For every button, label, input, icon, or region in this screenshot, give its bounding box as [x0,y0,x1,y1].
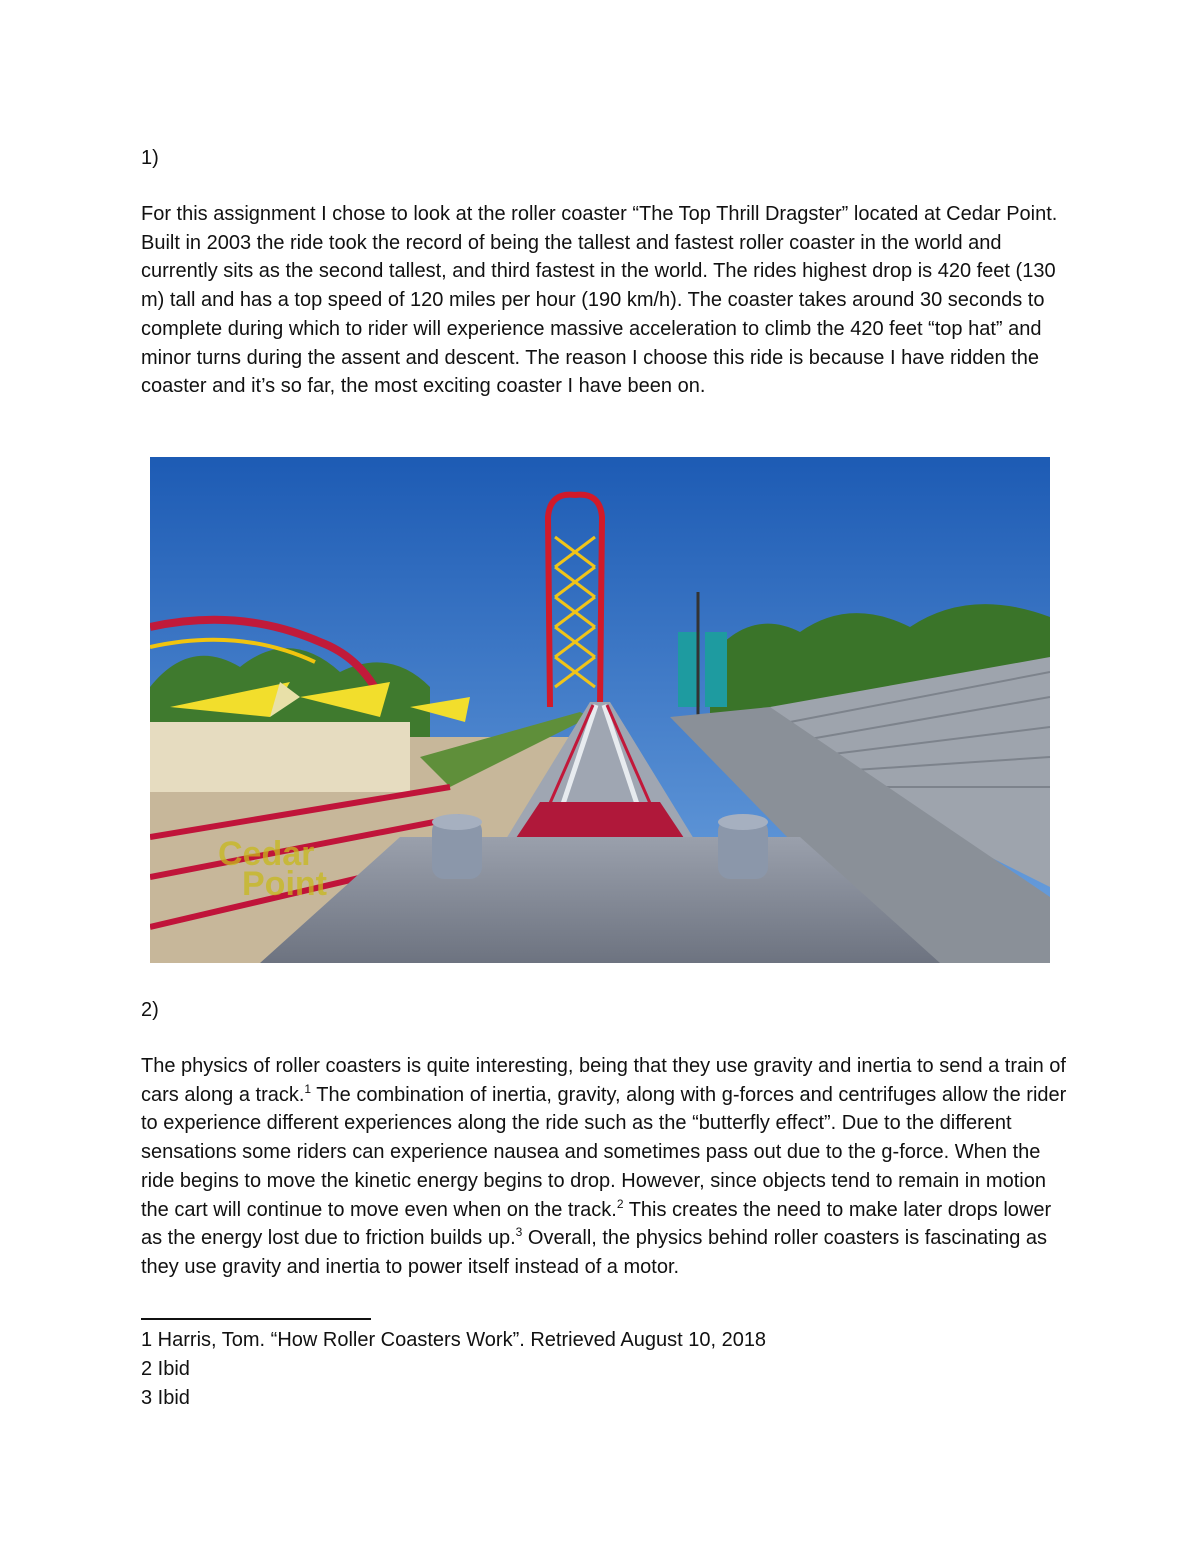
footnote-2: 2 Ibid [141,1358,190,1380]
watermark-line-2: Point [242,865,327,903]
section-2-text-part-3: This creates the need to make later drops lower as the energy lost due to friction builds up. [141,1198,1052,1250]
section-1-number: 1) [141,147,159,169]
section-1-paragraph: For this assignment I chose to look at the roller coaster “The Top Thrill Dragster” located at Cedar Point. Built in 2003 the ride took the record of being the tallest and fastest roller coaster in the world and currently sits as the second tallest, and third fastest in the world. The rides highest drop is 420 feet (130 m) tall and has a top speed of 120 miles per hour (190 km/h). The coaster takes around 30 seconds to complete during which to rider will experience massive acceleration to climb the 420 feet “top hat” and minor turns during the assent and descent. The reason I choose this ride is because I have ridden the coaster and it’s so far, the most exciting coaster I have been on. [141,203,1058,398]
footnote-1: 1 Harris, Tom. “How Roller Coasters Work”. Retrieved August 10, 2018 [141,1329,767,1351]
section-2-text-part-4: Overall, the physics behind roller coasters is fascinating as they use gravity and inertia to power itself instead of a motor. [141,1227,1048,1278]
footnote-3: 3 Ibid [141,1387,190,1409]
watermark-line-1: Cedar [218,835,315,873]
footnote-ref-3[interactable]: 3 [515,1225,523,1240]
roller-coaster-photo [150,457,1050,963]
section-2-text-part-2: The combination of inertia, gravity, along with g-forces and centrifuges allow the rider to experience different experiences along the ride such as the “butterfly effect”. Due to the different sensations some riders can experience nausea and sometimes pass out due to the g-force. When the ride begins to move the kinetic energy begins to drop. However, since objects tend to remain in motion the cart will continue to move even when on the track. [141,1083,1067,1221]
section-2-paragraph [141,1052,1071,1282]
section-2-text-part-1: The physics of roller coasters is quite interesting, being that they use gravity and inertia to send a train of cars along a track. [141,1055,1066,1106]
footnote-separator [141,1318,371,1320]
footnote-list [141,1326,766,1413]
footnote-ref-1[interactable]: 1 [304,1081,312,1096]
footnote-ref-2[interactable]: 2 [616,1196,624,1211]
section-2-number: 2) [141,999,159,1021]
